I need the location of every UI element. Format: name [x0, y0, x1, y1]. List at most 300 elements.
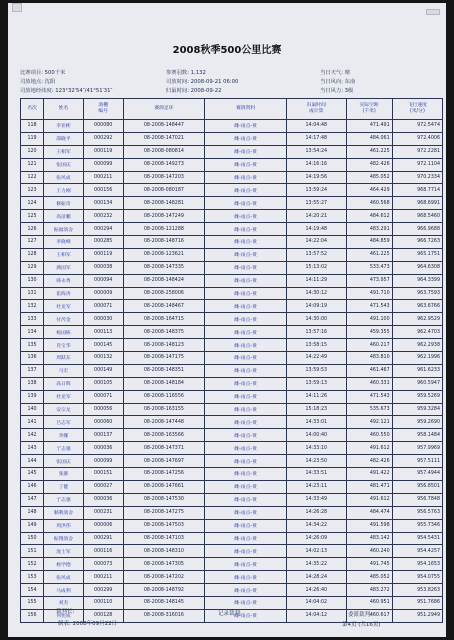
table-cell: 张风成: [44, 571, 84, 584]
table-cell: 14:02:13: [286, 545, 346, 558]
recorder-label: 记录裁判:: [218, 611, 242, 617]
table-cell: 000291: [83, 532, 123, 545]
table-cell: 000292: [83, 132, 123, 145]
table-cell: 韩永秀: [44, 274, 84, 287]
results-table: [20, 98, 443, 623]
pigeon-count: 参赛羽数: 1,132: [166, 70, 206, 76]
table-cell: 147: [21, 493, 44, 506]
table-cell: 000056: [83, 403, 123, 416]
table-row: [21, 596, 443, 609]
table-cell: 959.5269: [392, 390, 442, 403]
table-row: [21, 352, 443, 365]
table-row: [21, 171, 443, 184]
table-cell: 雌-雨点-黄: [205, 158, 287, 171]
table-cell: 963.6766: [392, 300, 442, 313]
table-cell: 14:30:00: [286, 313, 346, 326]
table-cell: 14:16:16: [286, 158, 346, 171]
table-row: [21, 571, 443, 584]
table-cell: 460.550: [346, 429, 392, 442]
results-sheet: [8, 3, 446, 637]
table-cell: 482.426: [346, 455, 392, 468]
table-cell: 956.5763: [392, 506, 442, 519]
table-cell: 491.612: [346, 493, 392, 506]
table-cell: 08-2008-147103: [123, 532, 205, 545]
table-row: [21, 584, 443, 597]
table-cell: 于志强: [44, 493, 84, 506]
table-cell: 000119: [83, 248, 123, 261]
table-cell: 08-2008-147249: [123, 210, 205, 223]
table-cell: 王相军: [44, 248, 84, 261]
table-cell: 雌-雨点-黄: [205, 558, 287, 571]
table-cell: 08-2008-080187: [123, 184, 205, 197]
table-row: [21, 558, 443, 571]
table-cell: 126: [21, 223, 44, 236]
table-cell: 08-2008-148375: [123, 326, 205, 339]
table-cell: 08-2008-147305: [123, 558, 205, 571]
table-cell: 481.471: [346, 480, 392, 493]
table-row: [21, 416, 443, 429]
table-cell: 000009: [83, 287, 123, 300]
table-cell: 13:59:53: [286, 364, 346, 377]
table-cell: 133: [21, 313, 44, 326]
table-cell: 000099: [83, 158, 123, 171]
table-cell: 138: [21, 377, 44, 390]
table-cell: 460.217: [346, 339, 392, 352]
release-time: 司放时间: 2008-09-21 06:00: [166, 79, 239, 85]
table-cell: 14:35:22: [286, 558, 346, 571]
table-cell: 118: [21, 120, 44, 133]
table-cell: 14:19:56: [286, 171, 346, 184]
table-cell: 966.9688: [392, 223, 442, 236]
table-cell: 471.543: [346, 300, 392, 313]
table-cell: 154: [21, 584, 44, 597]
table-cell: 08-2008-147371: [123, 442, 205, 455]
table-cell: 雌-雨点-黄: [205, 609, 287, 622]
table-cell: 471.543: [346, 390, 392, 403]
table-body: [21, 120, 443, 623]
table-cell: 14:33:01: [286, 416, 346, 429]
table-cell: 雌-雨点-黄: [205, 171, 287, 184]
table-row: [21, 248, 443, 261]
table-cell: 14:33:51: [286, 468, 346, 481]
table-row: [21, 390, 443, 403]
table-cell: 08-2008-148310: [123, 545, 205, 558]
table-cell: 08-2008-080814: [123, 145, 205, 158]
table-cell: 131: [21, 287, 44, 300]
table-cell: 08-2008-147021: [123, 132, 205, 145]
table-cell: 533.473: [346, 261, 392, 274]
table-cell: 122: [21, 171, 44, 184]
column-header: 实际空距 (千米): [346, 99, 392, 120]
table-cell: 000119: [83, 145, 123, 158]
table-header: [21, 99, 443, 120]
table-cell: 李亚彬: [44, 120, 84, 133]
table-cell: 雌-雨点-黄: [205, 261, 287, 274]
table-cell: 964.6308: [392, 261, 442, 274]
table-cell: 14:26:09: [286, 532, 346, 545]
table-cell: 14:19:48: [286, 223, 346, 236]
table-cell: 14:23:11: [286, 480, 346, 493]
table-cell: 雌-雨点-黄: [205, 571, 287, 584]
table-cell: 08-2008-148184: [123, 377, 205, 390]
table-cell: 972.2281: [392, 145, 442, 158]
table-cell: 高日辉: [44, 377, 84, 390]
table-cell: 152: [21, 558, 44, 571]
table-cell: 雌-雨点-黄: [205, 145, 287, 158]
table-cell: 000211: [83, 571, 123, 584]
table-cell: 13:54:24: [286, 145, 346, 158]
made-date: 制表: 2008年09月22日: [58, 621, 118, 627]
table-cell: 956.7848: [392, 493, 442, 506]
table-cell: 951.2949: [392, 609, 442, 622]
table-cell: 08-2008-316016: [123, 609, 205, 622]
table-cell: 000285: [83, 236, 123, 249]
table-cell: 156: [21, 609, 44, 622]
table-cell: 张静: [44, 468, 84, 481]
table-cell: 雌-雨点-黄: [205, 120, 287, 133]
table-cell: 000134: [83, 197, 123, 210]
table-cell: 雌-雨点-黄: [205, 545, 287, 558]
table-cell: 08-2008-148467: [123, 300, 205, 313]
table-cell: 145: [21, 468, 44, 481]
table-cell: 460.568: [346, 197, 392, 210]
table-cell: 雌-雨点-黄: [205, 339, 287, 352]
table-cell: 08-2008-147175: [123, 352, 205, 365]
column-header: 飞行速度 (米/分): [392, 99, 442, 120]
table-cell: 460.331: [346, 377, 392, 390]
table-cell: 135: [21, 339, 44, 352]
table-cell: 周跃东: [44, 352, 84, 365]
table-cell: 雌-雨点-黄: [205, 236, 287, 249]
table-cell: 08-2008-147202: [123, 571, 205, 584]
table-row: [21, 364, 443, 377]
table-cell: 何宪成: [44, 609, 84, 622]
table-cell: 08-2008-147661: [123, 480, 205, 493]
table-cell: 961.6233: [392, 364, 442, 377]
table-cell: 振福鸽舍: [44, 223, 84, 236]
table-cell: 121: [21, 158, 44, 171]
table-cell: 雌-雨点-黄: [205, 184, 287, 197]
table-cell: 雌-雨点-黄: [205, 352, 287, 365]
table-cell: 957.9969: [392, 442, 442, 455]
table-cell: 963.7593: [392, 287, 442, 300]
table-row: [21, 377, 443, 390]
table-cell: 461.225: [346, 145, 392, 158]
table-cell: 08-2008-148447: [123, 120, 205, 133]
table-cell: 955.7346: [392, 519, 442, 532]
table-cell: 雌-雨点-黄: [205, 429, 287, 442]
table-cell: 491.598: [346, 519, 392, 532]
table-row: [21, 313, 443, 326]
table-row: [21, 455, 443, 468]
table-cell: 000151: [83, 468, 123, 481]
table-cell: 962.1996: [392, 352, 442, 365]
table-cell: 13:59:13: [286, 377, 346, 390]
table-cell: 960.5947: [392, 377, 442, 390]
table-cell: 13:57:52: [286, 248, 346, 261]
table-cell: 杨学德: [44, 558, 84, 571]
table-cell: 491.745: [346, 558, 392, 571]
table-cell: 000036: [83, 493, 123, 506]
column-header: 归巢时间 或计算: [286, 99, 346, 120]
table-cell: 13:58:15: [286, 339, 346, 352]
table-row: [21, 403, 443, 416]
table-cell: 14:28:24: [286, 571, 346, 584]
table-row: [21, 429, 443, 442]
table-cell: 杨国栋: [44, 326, 84, 339]
table-row: [21, 326, 443, 339]
table-cell: 雌-雨点-黄: [205, 455, 287, 468]
table-cell: 14:34:22: [286, 519, 346, 532]
table-cell: 雌-雨点-黄: [205, 300, 287, 313]
table-row: [21, 339, 443, 352]
table-cell: 雌-雨点-黄: [205, 403, 287, 416]
clip-mark: [12, 3, 22, 12]
table-cell: 刘杰: [44, 596, 84, 609]
table-cell: 140: [21, 403, 44, 416]
release-coords: 司放地经纬度: 123°32′54″/41°51′31″: [20, 88, 113, 94]
table-cell: 000156: [83, 184, 123, 197]
table-cell: 460.240: [346, 545, 392, 558]
table-cell: 957.4944: [392, 468, 442, 481]
table-row: [21, 532, 443, 545]
table-cell: 123: [21, 184, 44, 197]
table-cell: 崔海涛: [44, 287, 84, 300]
table-cell: 482.426: [346, 158, 392, 171]
table-cell: 雌-雨点-黄: [205, 223, 287, 236]
table-cell: 王相军: [44, 145, 84, 158]
table-cell: 134: [21, 326, 44, 339]
table-cell: 14:22:49: [286, 352, 346, 365]
table-row: [21, 274, 443, 287]
table-cell: 王力刚: [44, 184, 84, 197]
table-cell: 08-2008-147503: [123, 519, 205, 532]
table-cell: 972.1104: [392, 158, 442, 171]
table-cell: 492.121: [346, 416, 392, 429]
table-cell: 08-2008-148716: [123, 236, 205, 249]
table-cell: 959.2690: [392, 416, 442, 429]
table-cell: 08-2008-147335: [123, 261, 205, 274]
table-cell: 14:00:40: [286, 429, 346, 442]
table-row: [21, 223, 443, 236]
table-cell: 08-2008-148123: [123, 339, 205, 352]
table-cell: 肖宝华: [44, 339, 84, 352]
table-cell: 491.612: [346, 442, 392, 455]
table-cell: 000294: [83, 223, 123, 236]
table-cell: 000231: [83, 506, 123, 519]
table-cell: 972.5474: [392, 120, 442, 133]
table-cell: 132: [21, 300, 44, 313]
table-cell: 460.617: [346, 609, 392, 622]
table-cell: 150: [21, 532, 44, 545]
table-cell: 484.474: [346, 506, 392, 519]
table-cell: 000145: [83, 339, 123, 352]
table-cell: 143: [21, 442, 44, 455]
table-cell: 庞士军: [44, 545, 84, 558]
table-row: [21, 300, 443, 313]
table-cell: 雌-雨点-黄: [205, 287, 287, 300]
release-place: 司放地点: 沈阳: [20, 79, 56, 85]
table-cell: 153: [21, 571, 44, 584]
table-cell: 000232: [83, 210, 123, 223]
table-cell: 14:26:28: [286, 506, 346, 519]
table-cell: 雌-雨点-黄: [205, 493, 287, 506]
table-cell: 953.8263: [392, 584, 442, 597]
table-cell: 483.272: [346, 584, 392, 597]
table-cell: 144: [21, 455, 44, 468]
table-row: [21, 158, 443, 171]
referee-label: 裁判长:: [56, 609, 75, 615]
table-cell: 000030: [83, 313, 123, 326]
table-cell: 000211: [83, 171, 123, 184]
table-cell: 968.5460: [392, 210, 442, 223]
table-cell: 14:30:12: [286, 287, 346, 300]
table-cell: 雌-雨点-黄: [205, 274, 287, 287]
table-cell: 461.467: [346, 364, 392, 377]
table-cell: 125: [21, 210, 44, 223]
column-header: 赛鸽足环: [123, 99, 205, 120]
clip-mark: [426, 9, 440, 15]
table-row: [21, 545, 443, 558]
table-row: [21, 261, 443, 274]
table-cell: 484.612: [346, 210, 392, 223]
table-cell: 08-2008-148351: [123, 364, 205, 377]
column-header: 姓名: [44, 99, 84, 120]
table-cell: 000128: [83, 609, 123, 622]
table-cell: 08-2008-116556: [123, 390, 205, 403]
table-cell: 954.1653: [392, 558, 442, 571]
table-cell: 15:13:02: [286, 261, 346, 274]
table-cell: 464.429: [346, 184, 392, 197]
table-cell: 08-2008-147203: [123, 171, 205, 184]
table-cell: 雌-雨点-黄: [205, 584, 287, 597]
table-cell: 马成利: [44, 584, 84, 597]
table-cell: 08-2008-121288: [123, 223, 205, 236]
table-cell: 484.859: [346, 236, 392, 249]
table-cell: 14:04:12: [286, 609, 346, 622]
table-cell: 顺利鸽舍: [44, 506, 84, 519]
table-cell: 151: [21, 545, 44, 558]
page-title: 2008秋季500公里比赛: [172, 45, 282, 56]
table-cell: 李晓峰: [44, 236, 84, 249]
table-cell: 雌-雨点-黄: [205, 519, 287, 532]
table-cell: 张风成: [44, 171, 84, 184]
table-cell: 954.4257: [392, 545, 442, 558]
table-cell: 13:55:27: [286, 197, 346, 210]
table-cell: 136: [21, 352, 44, 365]
table-cell: 483.291: [346, 223, 392, 236]
table-cell: 130: [21, 274, 44, 287]
table-cell: 968.6991: [392, 197, 442, 210]
table-cell: 000132: [83, 352, 123, 365]
table-cell: 雌-雨点-黄: [205, 364, 287, 377]
table-cell: 雌-雨点-黄: [205, 197, 287, 210]
weather: 当日天气: 晴: [320, 70, 350, 76]
table-cell: 吕志军: [44, 416, 84, 429]
table-cell: 高彦鹏: [44, 210, 84, 223]
table-cell: 于志强: [44, 442, 84, 455]
table-cell: 雌-雨点-黄: [205, 596, 287, 609]
table-cell: 14:33:10: [286, 442, 346, 455]
table-cell: 968.7714: [392, 184, 442, 197]
table-cell: 155: [21, 596, 44, 609]
table-cell: 000060: [83, 416, 123, 429]
return-time: 归巢时间: 2008-09-22: [166, 88, 222, 94]
table-cell: 雌-雨点-黄: [205, 390, 287, 403]
table-cell: 972.4006: [392, 132, 442, 145]
table-cell: 460.951: [346, 596, 392, 609]
table-cell: 14:11:29: [286, 274, 346, 287]
table-cell: 雌-雨点-黄: [205, 326, 287, 339]
table-cell: 962.2938: [392, 339, 442, 352]
table-cell: 08-2008-149273: [123, 158, 205, 171]
table-cell: 雌-雨点-黄: [205, 377, 287, 390]
table-cell: 08-2008-148145: [123, 596, 205, 609]
table-cell: 000299: [83, 584, 123, 597]
table-cell: 13:59:24: [286, 184, 346, 197]
table-row: [21, 480, 443, 493]
table-cell: 08-2008-147256: [123, 468, 205, 481]
table-cell: 08-2008-148792: [123, 584, 205, 597]
table-cell: 000073: [83, 558, 123, 571]
table-cell: 000105: [83, 377, 123, 390]
table-cell: 张国庆: [44, 158, 84, 171]
table-cell: 000099: [83, 455, 123, 468]
table-cell: 471.491: [346, 120, 392, 133]
table-cell: 951.7686: [392, 596, 442, 609]
table-cell: 461.225: [346, 248, 392, 261]
table-cell: 14:09:19: [286, 300, 346, 313]
table-cell: 459.355: [346, 326, 392, 339]
table-cell: 000116: [83, 545, 123, 558]
table-cell: 491.422: [346, 468, 392, 481]
table-cell: 14:23:50: [286, 455, 346, 468]
table-cell: 14:17:48: [286, 132, 346, 145]
table-row: [21, 442, 443, 455]
table-cell: 954.5431: [392, 532, 442, 545]
table-cell: 127: [21, 236, 44, 249]
table-cell: 120: [21, 145, 44, 158]
table-cell: 000006: [83, 519, 123, 532]
table-cell: 08-2008-163155: [123, 403, 205, 416]
table-cell: 148: [21, 506, 44, 519]
table-cell: 962.4703: [392, 326, 442, 339]
table-row: [21, 287, 443, 300]
table-row: [21, 468, 443, 481]
table-cell: 14:26:40: [286, 584, 346, 597]
table-cell: 957.5111: [392, 455, 442, 468]
table-cell: 雌-雨点-黄: [205, 416, 287, 429]
table-cell: 966.7263: [392, 236, 442, 249]
table-row: [21, 132, 443, 145]
table-cell: 000094: [83, 274, 123, 287]
table-cell: 08-2008-258006: [123, 287, 205, 300]
table-cell: 000027: [83, 480, 123, 493]
committee-label: 委派裁判:: [348, 612, 372, 618]
table-cell: 962.9529: [392, 313, 442, 326]
table-cell: 付芮金: [44, 313, 84, 326]
table-cell: 周洪伟: [44, 519, 84, 532]
table-cell: 08-2008-123621: [123, 248, 205, 261]
table-cell: 雌-雨点-黄: [205, 210, 287, 223]
table-cell: 473.957: [346, 274, 392, 287]
table-cell: 杜龙军: [44, 390, 84, 403]
table-cell: 张国庆: [44, 455, 84, 468]
table-cell: 146: [21, 480, 44, 493]
table-cell: 000080: [83, 120, 123, 133]
table-cell: 000036: [83, 442, 123, 455]
table-cell: 000137: [83, 429, 123, 442]
